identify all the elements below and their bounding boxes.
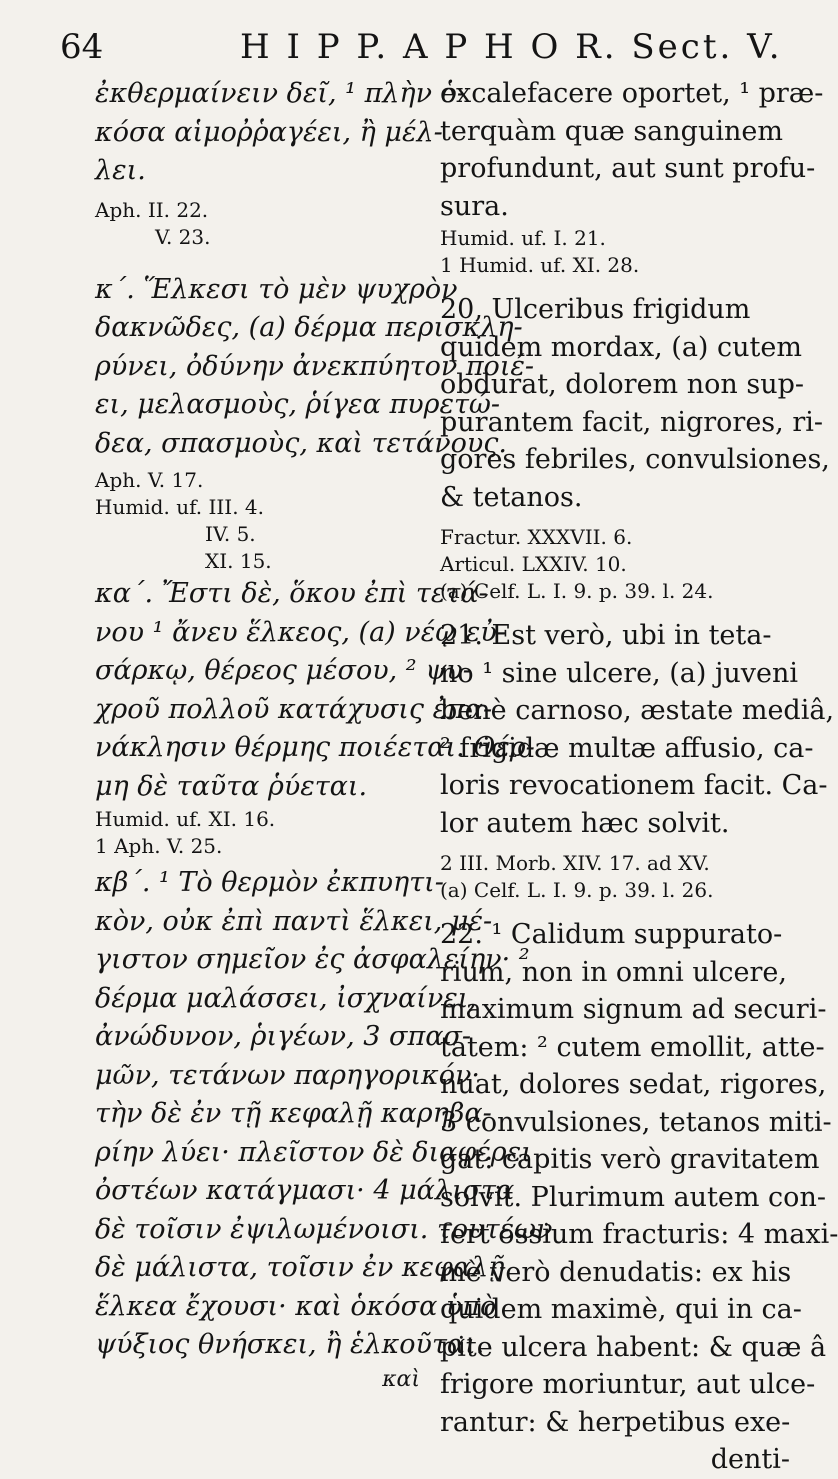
reference-line: V. 23. [155,224,211,249]
greek-line: ἀνώδυνον, ῥιγέων, 3 σπασ- [95,1021,471,1052]
latin-line: nuat, dolores sedat, rigores, [440,1069,827,1100]
latin-line: excalefacere oportet, ¹ præ- [440,78,824,109]
latin-line: ² frigidæ multæ affusio, ca- [440,732,814,764]
latin-line: tatem: ² cutem emollit, atte- [440,1031,825,1063]
latin-line: quidem maximè, qui in ca- [440,1294,802,1325]
latin-line: solvit. Plurimum autem con- [440,1181,826,1213]
latin-line: terquàm quæ sanguinem [440,115,783,147]
greek-line: ὀστέων κατάγμασι· 4 μάλιστα [95,1175,515,1206]
latin-line: rantur: & herpetibus exe- [440,1406,791,1438]
latin-line: pite ulcera habent: & quæ â [440,1331,827,1363]
latin-line: obdurat, dolorem non sup- [440,369,804,400]
greek-line: νου ¹ ἄνευ ἕλκεος, (a) νέῳ εὐ- [95,616,506,648]
greek-line: μη δὲ ταῦτα ῥύεται. [95,770,368,802]
page-number: 64 [60,27,104,67]
latin-line: 3 convulsiones, tetanos miti- [440,1106,832,1138]
greek-line: λει. [95,155,146,186]
latin-line: fert ossium fracturis: 4 maxi- [440,1219,838,1250]
latin-line: maximum signum ad securi- [440,994,827,1025]
reference-line: Articul. LXXIV. 10. [440,552,627,576]
greek-line: μῶν, τετάνων παρηγορικόν· [95,1059,481,1091]
catchword: καὶ [382,1366,420,1392]
aphorism-21-latin: 21. Est verò, ubi in teta- [440,620,772,651]
latin-line: purantem facit, nigrores, ri- [440,406,823,438]
reference-line: XI. 15. [205,549,272,573]
greek-line: ἐκθερμαίνειν δεῖ, ¹ πλὴν ὁ- [95,78,466,109]
reference-line: Humid. uf. III. 4. [95,495,264,519]
latin-line: loris revocationem facit. Ca- [440,770,828,801]
latin-line: denti- [710,1444,790,1475]
latin-column [440,75,838,1479]
greek-line: δεα, σπασμοὺς, καὶ τετάνους. [95,427,507,459]
aphorism-21-greek: κα΄. Ἔστι δὲ, ὅκου ἐπὶ τετά- [95,578,488,609]
running-head: H I P P. A P H O R. Sect. V. [240,27,783,67]
reference-line: 1 Humid. uf. XI. 28. [440,253,640,277]
greek-line: τὴν δὲ ἐν τῇ κεφαλῇ καρηβα- [95,1098,492,1129]
reference-line: 1 Aph. V. 25. [95,834,223,858]
greek-line: σάρκῳ, θέρεος μέσου, ² ψυ- [95,655,472,686]
reference-line: Humid. uf. I. 21. [440,226,606,250]
greek-line: χροῦ πολλοῦ κατάχυσις ἐπα- [95,693,493,725]
latin-line: gat: capitis verò gravitatem [440,1144,820,1175]
reference-line: Humid. uf. XI. 16. [95,807,276,831]
page-header [60,22,783,72]
latin-line: & tetanos. [440,481,583,513]
reference-line: Fractur. XXXVII. 6. [440,525,633,549]
greek-line: δὲ μάλιστα, τοῖσιν ἐν κεφαλῇ [95,1252,505,1283]
latin-line: sura. [440,190,509,222]
greek-line: ρίην λύει· πλεῖστον δὲ διαφέρει [95,1136,532,1168]
reference-line: Aph. II. 22. [95,197,209,222]
latin-line: quidem mordax, (a) cutem [440,331,802,363]
latin-line: no ¹ sine ulcere, (a) juveni [440,657,799,689]
reference-line: (a) Celf. L. I. 9. p. 39. l. 26. [440,878,714,902]
latin-line: mè verò denudatis: ex his [440,1256,792,1288]
reference-line: IV. 5. [205,522,256,546]
greek-line: ἕλκεα ἔχουσι· καὶ ὁκόσα ὑπὸ [95,1290,497,1322]
aphorism-20-greek: κ΄. Ἕλκεσι τὸ μὲν ψυχρὸν [95,273,458,305]
aphorism-22-latin: 22. ¹ Calidum suppurato- [440,919,783,950]
latin-line: gores febriles, convulsiones, [440,444,830,475]
aphorism-20-latin: 20, Ulceribus frigidum [440,294,751,325]
latin-line: lor autem hæc solvit. [440,807,730,839]
greek-line: δέρμα μαλάσσει, ἰσχναίνει, [95,982,477,1014]
greek-line: ει, μελασμοὺς, ῥίγεα πυρετώ- [95,389,501,420]
greek-line: ρύνει, ὀδύνην ἀνεκπύητον ποιέ- [95,350,535,382]
greek-line: νάκλησιν θέρμης ποιέεται. Θέρ- [95,732,535,763]
latin-line: profundunt, aut sunt profu- [440,153,816,184]
latin-line: frigore moriuntur, aut ulce- [440,1369,816,1400]
latin-line: rium, non in omni ulcere, [440,956,787,988]
latin-line: benè carnoso, æstate mediâ, [440,695,835,726]
greek-line: δακνῶδες, (a) δέρμα περισκλη- [95,312,523,343]
greek-line: κόσα αἱμοῤῥαγέει, ἢ μέλ- [95,116,443,148]
reference-line: Aph. V. 17. [95,468,204,492]
reference-line: 2 III. Morb. XIV. 17. ad XV. [440,851,710,875]
greek-line: δὲ τοῖσιν ἐψιλωμένοισι. τουτέων [95,1213,553,1245]
greek-line: ψύξιος θνήσκει, ἢ ἑλκοῦται. [95,1329,485,1360]
aphorism-22-greek: κβ΄. ¹ Τὸ θερμὸν ἐκπυητι- [95,867,444,898]
greek-line: γιστον σημεῖον ἐς ἀσφαλείην· ² [95,944,530,975]
reference-line: (a) Celf. L. I. 9. p. 39. l. 24. [440,579,714,603]
greek-line: κὸν, οὐκ ἐπὶ παντὶ ἕλκει, μέ- [95,905,493,937]
